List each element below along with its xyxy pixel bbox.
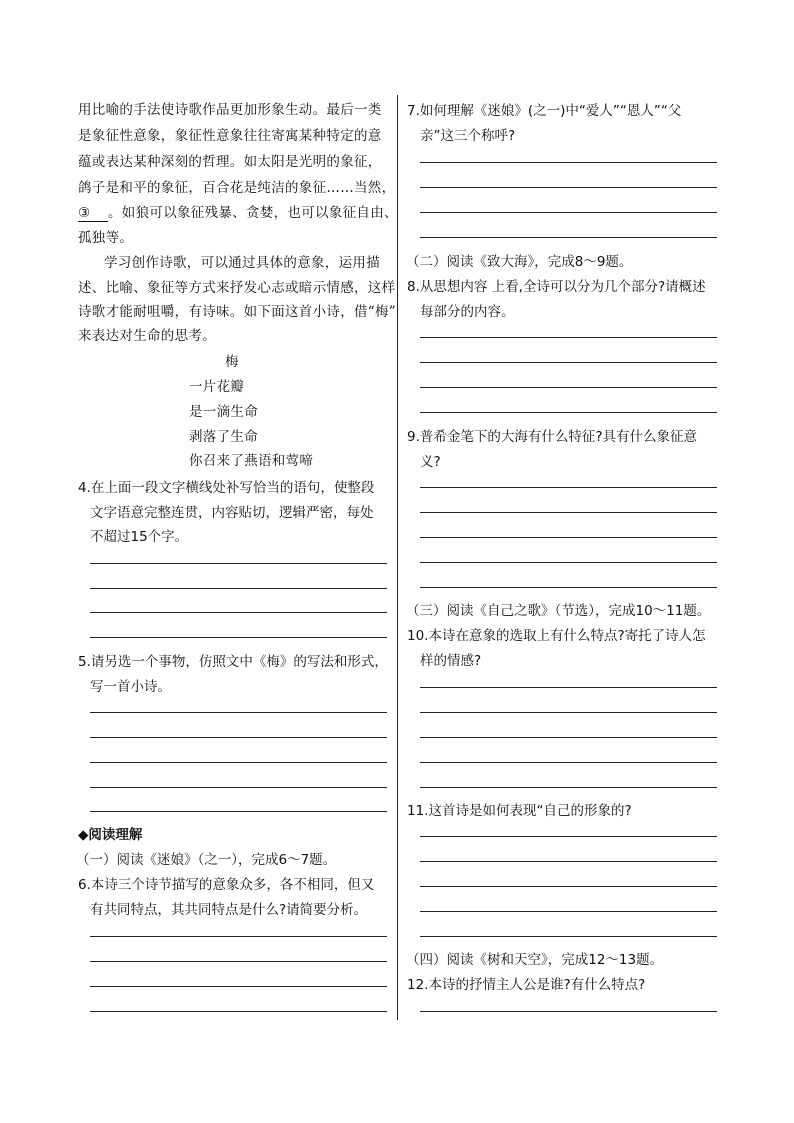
answer-line[interactable] <box>90 961 387 962</box>
blank-marker: ③ <box>78 205 91 221</box>
answer-line[interactable] <box>420 237 717 238</box>
answer-line[interactable] <box>420 212 717 213</box>
question-4-cont: 不超过15个字。 <box>90 529 189 545</box>
answer-line[interactable] <box>420 911 717 912</box>
question-7-cont: 亲”这三个称呼? <box>420 128 516 144</box>
passage-line: 鸽子是和平的象征，百合花是纯洁的象征……当然， <box>78 180 396 196</box>
part-4-instruction: （四）阅读《树和天空》，完成12～13题。 <box>406 952 664 968</box>
answer-line[interactable] <box>90 787 387 788</box>
answer-line[interactable] <box>420 512 717 513</box>
part-2-instruction: （二）阅读《致大海》，完成8～9题。 <box>406 254 633 270</box>
answer-line[interactable] <box>420 861 717 862</box>
passage-line: 孤独等。 <box>78 230 134 246</box>
answer-line[interactable] <box>90 637 387 638</box>
answer-line[interactable] <box>90 936 387 937</box>
answer-line[interactable] <box>90 811 387 812</box>
answer-line[interactable] <box>90 588 387 589</box>
answer-line[interactable] <box>90 712 387 713</box>
passage-line: 是象征性意象，象征性意象往往寄寓某种特定的意 <box>78 128 382 144</box>
poem-line: 是一滴生命 <box>189 404 258 420</box>
question-7: 7.如何理解《迷娘》(之一)中“爱人”“恩人”“父 <box>407 103 682 119</box>
poem-line: 一片花瓣 <box>189 379 245 395</box>
poem-line: 你召来了燕语和莺啼 <box>189 453 314 469</box>
question-4-cont: 文字语意完整连贯，内容贴切，逻辑严密，每处 <box>90 505 374 521</box>
answer-line[interactable] <box>90 612 387 613</box>
answer-line[interactable] <box>420 712 717 713</box>
answer-line[interactable] <box>420 687 717 688</box>
answer-line[interactable] <box>420 1011 717 1012</box>
answer-line[interactable] <box>420 387 717 388</box>
part-1-instruction: （一）阅读《迷娘》（之一），完成6～7题。 <box>76 852 337 868</box>
question-6-cont: 有共同特点，其共同特点是什么?请简要分析。 <box>90 902 368 918</box>
answer-line[interactable] <box>90 563 387 564</box>
passage-line: 蕴或表达某种深刻的哲理。如太阳是光明的象征， <box>78 154 382 170</box>
question-9: 9.普希金笔下的大海有什么特征?具有什么象征意 <box>407 429 698 445</box>
question-10: 10.本诗在意象的选取上有什么特点?寄托了诗人怎 <box>407 628 706 644</box>
answer-line[interactable] <box>420 836 717 837</box>
question-6: 6.本诗三个诗节描写的意象众多，各不相同，但又 <box>78 877 375 893</box>
passage-line: 来表达对生命的思考。 <box>78 328 216 344</box>
part-3-instruction: （三）阅读《自己之歌》（节选），完成10～11题。 <box>406 603 711 619</box>
answer-line[interactable] <box>420 537 717 538</box>
question-5: 5.请另选一个事物，仿照文中《梅》的写法和形式， <box>78 654 388 670</box>
question-5-cont: 写一首小诗。 <box>90 679 171 695</box>
answer-line[interactable] <box>420 487 717 488</box>
answer-line[interactable] <box>420 362 717 363</box>
question-9-cont: 义? <box>420 454 441 470</box>
passage-line-with-blank <box>78 201 398 222</box>
answer-line[interactable] <box>90 762 387 763</box>
passage-line: 述、比喻、象征等方式来抒发心志或暗示情感，这样 <box>78 280 396 296</box>
answer-line[interactable] <box>90 986 387 987</box>
answer-line[interactable] <box>420 337 717 338</box>
question-10-cont: 样的情感? <box>420 653 482 669</box>
passage-line: 用比喻的手法使诗歌作品更加形象生动。最后一类 <box>78 102 382 118</box>
question-8: 8.从思想内容 上看,全诗可以分为几个部分?请概述 <box>407 279 706 295</box>
section-heading: ◆阅读理解 <box>78 827 143 843</box>
question-12: 12.本诗的抒情主人公是谁?有什么特点? <box>407 977 646 993</box>
poem-title: 梅 <box>225 354 239 370</box>
answer-line[interactable] <box>420 787 717 788</box>
question-8-cont: 每部分的内容。 <box>420 304 515 320</box>
passage-line: 学习创作诗歌，可以通过具体的意象，运用描 <box>104 255 380 271</box>
passage-line: 。如狼可以象征残暴、贪婪，也可以象征自由、 <box>108 205 398 221</box>
answer-line[interactable] <box>420 886 717 887</box>
answer-line[interactable] <box>420 936 717 937</box>
question-4: 4.在上面一段文字横线处补写恰当的语句，使整段 <box>78 480 375 496</box>
poem-line: 剥落了生命 <box>189 429 258 445</box>
question-11: 11.这首诗是如何表现“自己的形象的? <box>407 803 632 819</box>
column-divider <box>397 95 398 1020</box>
fill-blank-3[interactable] <box>78 205 108 222</box>
passage-line: 诗歌才能耐咀嚼，有诗味。如下面这首小诗，借“梅” <box>78 304 397 320</box>
answer-line[interactable] <box>420 562 717 563</box>
answer-line[interactable] <box>420 412 717 413</box>
answer-line[interactable] <box>420 187 717 188</box>
answer-line[interactable] <box>90 1011 387 1012</box>
answer-line[interactable] <box>420 587 717 588</box>
answer-line[interactable] <box>90 737 387 738</box>
answer-line[interactable] <box>420 162 717 163</box>
answer-line[interactable] <box>420 762 717 763</box>
answer-line[interactable] <box>420 737 717 738</box>
